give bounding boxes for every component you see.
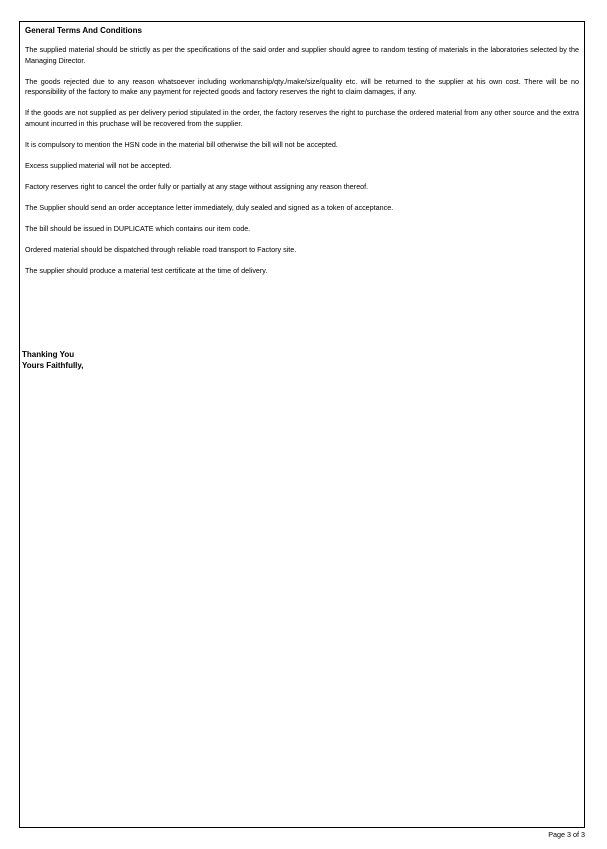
term-item: The bill should be issued in DUPLICATE which contains our item code. [25,223,251,233]
terms-list [25,45,579,287]
page-number: Page 3 of 3 [548,830,585,839]
term-item: Excess supplied material will not be accepted. [25,160,172,170]
term-item: The supplier should produce a material test certificate at the time of delivery. [25,265,268,275]
term-item: If the goods are not supplied as per delivery period stipulated in the order, the factory reserves the right to purchase the ordered material from any other source and the extra amount incurred in this pruchase will be recovered from the supplier. [25,108,579,128]
yours-faithfully-line: Yours Faithfully, [22,361,84,370]
term-item: The Supplier should send an order acceptance letter immediately, duly sealed and signed as a token of acceptance. [25,202,394,212]
thanking-you-line: Thanking You [22,350,75,359]
term-item: The supplied material should be strictly as per the specifications of the said order and supplier should agree to random testing of materials in the laboratories selected by the Managing Director. [25,45,579,65]
term-item: Factory reserves right to cancel the order fully or partially at any stage without assigning any reason thereof. [25,181,369,191]
terms-heading: General Terms And Conditions [25,26,142,35]
term-item: It is compulsory to mention the HSN code in the material bill otherwise the bill will not be accepted. [25,139,338,149]
closing-block [22,349,83,371]
term-item: The goods rejected due to any reason whatsoever including workmanship/qty./make/size/quality etc. will be returned to the supplier at his own cost. There will be no responsibility of the factory to make any payment for rejected goods and factory reserves the right to claim damages, if any. [25,76,579,97]
term-item: Ordered material should be dispatched through reliable road transport to Factory site. [25,244,297,254]
document-frame [19,21,585,828]
